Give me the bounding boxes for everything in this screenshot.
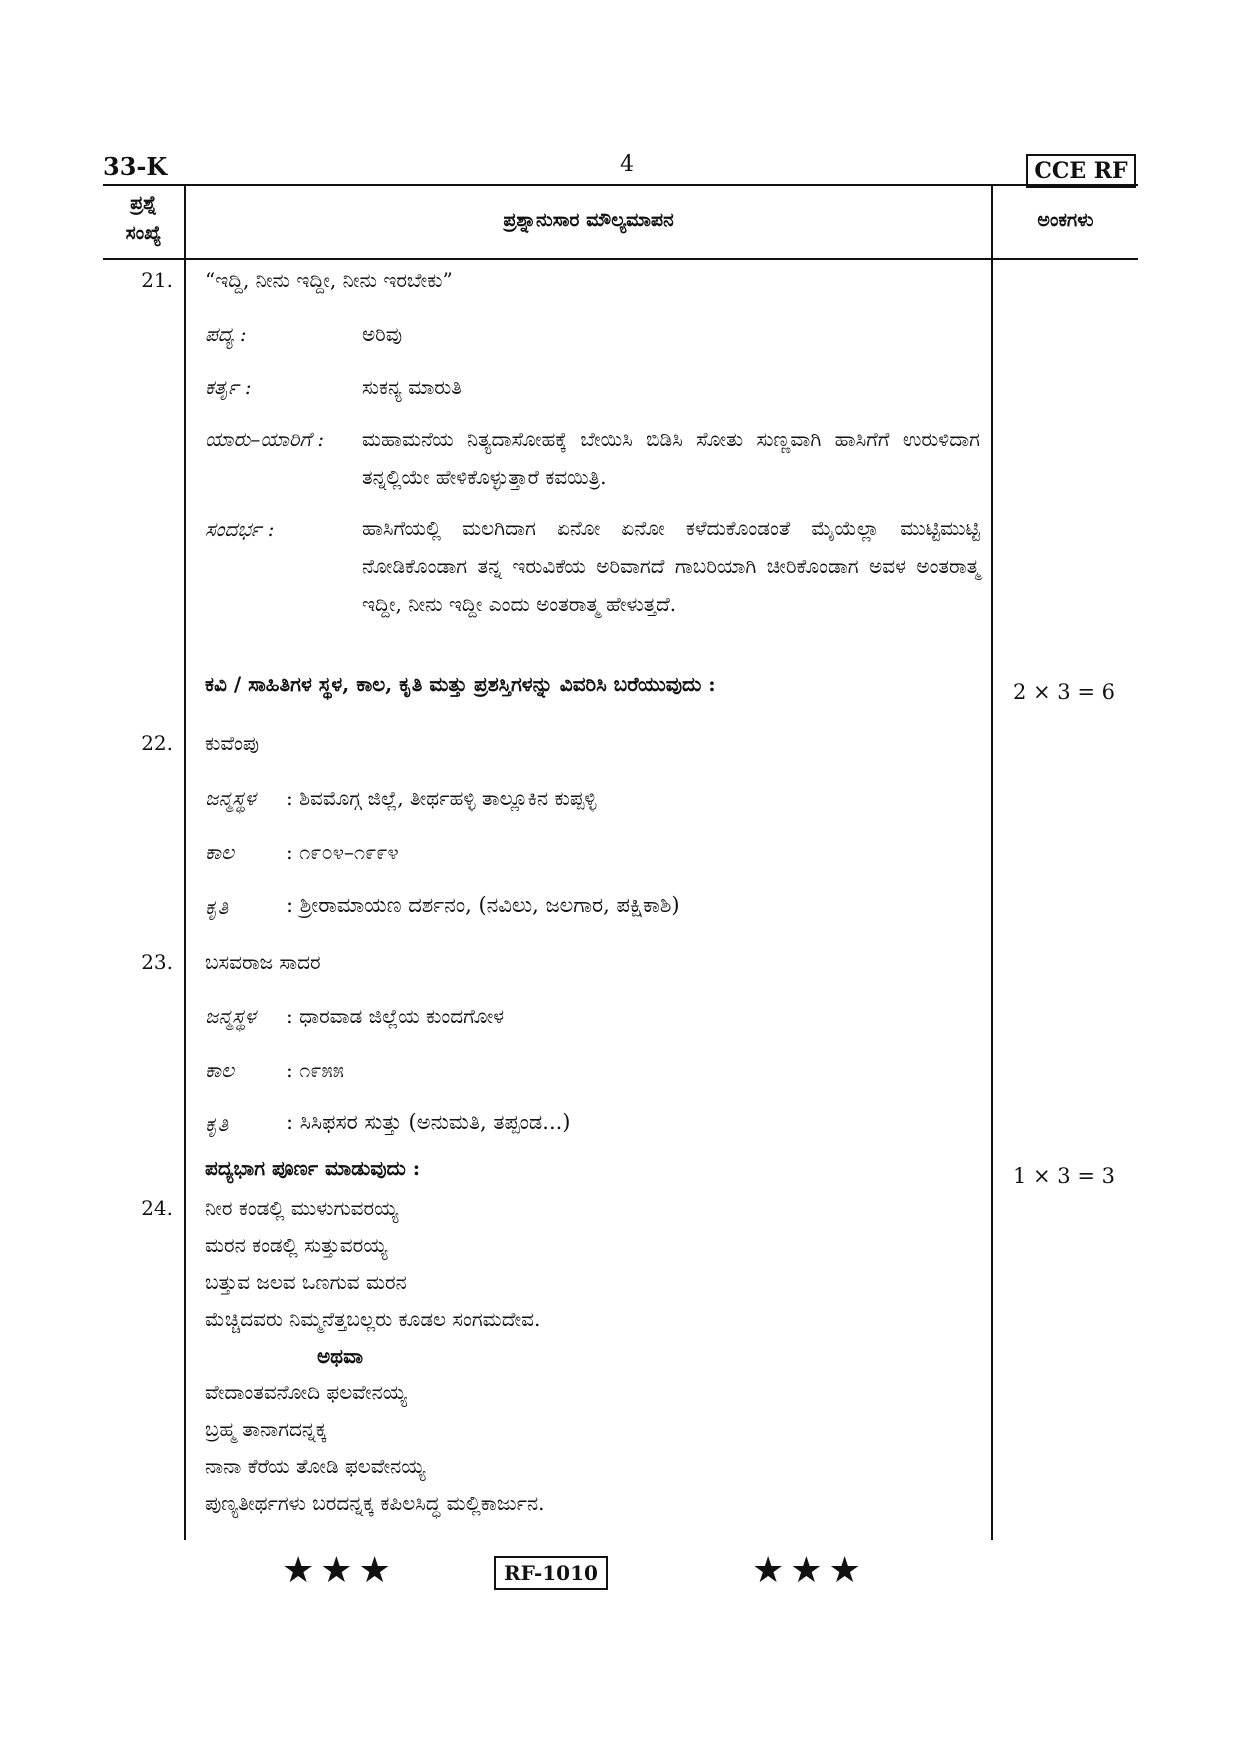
q24-line-b1: ವೇದಾಂತವನೋದಿ ಫಲವೇನಯ್ಯ bbox=[205, 1380, 407, 1404]
q21-who-label: ಯಾರು–ಯಾರಿಗೆ : bbox=[205, 427, 325, 451]
q24-line-a4: ಮೆಚ್ಚಿದವರು ನಿಮ್ಮನೆತ್ತಬಲ್ಲರು ಕೂಡಲ ಸಂಗಮದೇವ. bbox=[205, 1307, 541, 1331]
page-number: 4 bbox=[620, 152, 634, 177]
q23-period-label: ಕಾಲ bbox=[205, 1058, 235, 1082]
section-complete-heading: ಪದ್ಯಭಾಗ ಪೂರ್ಣ ಮಾಡುವುದು : bbox=[205, 1156, 421, 1180]
col-evaluation-header: ಪ್ರಶ್ನಾನುಸಾರ ಮೌಲ್ಯಮಾಪನ bbox=[503, 209, 674, 231]
cce-rf-badge: CCE RF bbox=[1026, 154, 1136, 188]
col-question-number-line2: ಸಂಖ್ಯೆ bbox=[125, 222, 162, 244]
q24-or-label: ಅಥವಾ bbox=[317, 1344, 363, 1368]
q23-work-label: ಕೃತಿ bbox=[205, 1112, 229, 1136]
question-21-number: 21. bbox=[141, 268, 173, 292]
q24-line-a3: ಬತ್ತುವ ಜಲವ ಒಣಗುವ ಮರನ bbox=[205, 1270, 407, 1294]
footer-stars-right: ★★★ bbox=[752, 1550, 867, 1591]
q24-line-b3: ನಾನಾ ಕೆರೆಯ ತೋಡಿ ಫಲವೇನಯ್ಯ bbox=[205, 1454, 426, 1478]
q21-author-value: ಸುಕನ್ಯ ಮಾರುತಿ bbox=[362, 375, 462, 399]
q23-work-value: : ಸಿಸಿಫಸರ ಸುತ್ತು (ಅನುಮತಿ, ತಪ್ಪಂಡ...) bbox=[286, 1110, 571, 1134]
q24-line-b4: ಪುಣ್ಯತೀರ್ಥಗಳು ಬರದನ್ನಕ್ಕ ಕಪಿಲಸಿದ್ಧ ಮಲ್ಲಿಕಾರ್ಜುನ. bbox=[205, 1491, 545, 1515]
q23-period-value: : ೧೯೫೫ bbox=[286, 1058, 344, 1082]
q23-poet-name: ಬಸವರಾಜ ಸಾದರ bbox=[205, 950, 321, 974]
q21-context-value: ಹಾಸಿಗೆಯಲ್ಲಿ ಮಲಗಿದಾಗ ಏನೋ ಏನೋ ಕಳೆದುಕೊಂಡಂತೆ ಮೈಯೆಲ್ಲಾ ಮುಟ್ಟಿಮುಟ್ಟಿ ನೋಡಿಕೊಂಡಾಗ ತನ್ನ ಇರುವಿಕೆಯ ಅರಿವಾಗದೆ ಗಾಬರಿಯಾಗಿ ಚೀರಿಕೊಂಡಾಗ ಅವಳ ಅಂತರಾತ್ಮ ಇದ್ದೀ, ನೀನು ಇದ್ದೀ ಎಂದು ಅಂತರಾತ್ಮ ಹೇಳುತ್ತದೆ. bbox=[362, 516, 980, 616]
question-23-number: 23. bbox=[141, 950, 173, 974]
table-top-rule bbox=[103, 184, 1138, 186]
q21-author-label: ಕರ್ತೃ : bbox=[205, 375, 252, 399]
q22-period-label: ಕಾಲ bbox=[205, 840, 235, 864]
section-complete-marks: 1 × 3 = 3 bbox=[1013, 1164, 1115, 1188]
footer-code-badge: RF-1010 bbox=[494, 1556, 608, 1590]
footer-stars-left: ★★★ bbox=[282, 1550, 397, 1591]
q22-work-label: ಕೃತಿ bbox=[205, 895, 229, 919]
col-question-number-header bbox=[103, 188, 184, 248]
col-question-number-line1: ಪ್ರಶ್ನೆ bbox=[130, 192, 157, 214]
section-poets-heading: ಕವಿ / ಸಾಹಿತಿಗಳ ಸ್ಥಳ, ಕಾಲ, ಕೃತಿ ಮತ್ತು ಪ್ರಶಸ್ತಿಗಳನ್ನು ವಿವರಿಸಿ ಬರೆಯುವುದು : bbox=[205, 672, 716, 696]
q22-birthplace-value: : ಶಿವಮೊಗ್ಗ ಜಿಲ್ಲೆ, ತೀರ್ಥಹಳ್ಳಿ ತಾಲ್ಲೂಕಿನ ಕುಪ್ಪಳ್ಳಿ bbox=[286, 786, 597, 810]
col-marks-header: ಅಂಕಗಳು bbox=[1037, 209, 1094, 231]
q24-line-b2: ಬ್ರಹ್ಮ ತಾನಾಗದನ್ನಕ್ಕ bbox=[205, 1417, 327, 1441]
q23-birthplace-value: : ಧಾರವಾಡ ಜಿಲ್ಲೆಯ ಕುಂದಗೋಳ bbox=[286, 1004, 505, 1028]
q21-poem-value: ಅರಿವು bbox=[362, 322, 403, 346]
q21-context-label: ಸಂದರ್ಭ : bbox=[205, 517, 275, 541]
q22-work-value: : ಶ್ರೀರಾಮಾಯಣ ದರ್ಶನಂ, (ನವಿಲು, ಜಲಗಾರ, ಪಕ್ಷಿಕಾಶಿ) bbox=[286, 893, 680, 917]
table-right-divider bbox=[991, 184, 993, 1540]
q24-line-a2: ಮರನ ಕಂಡಲ್ಲಿ ಸುತ್ತುವರಯ್ಯ bbox=[205, 1233, 388, 1257]
table-header-rule bbox=[103, 258, 1138, 260]
q22-period-value: : ೧೯೦೪–೧೯೯೪ bbox=[286, 840, 399, 864]
q21-who-value: ಮಹಾಮನೆಯ ನಿತ್ಯದಾಸೋಹಕ್ಕೆ ಬೇಯಿಸಿ ಬಿಡಿಸಿ ಸೋತು ಸುಣ್ಣವಾಗಿ ಹಾಸಿಗೆಗೆ ಉರುಳಿದಾಗ ತನ್ನಲ್ಲಿಯೇ ಹೇಳಿಕೊಳ್ಳುತ್ತಾರೆ ಕವಯಿತ್ರಿ. bbox=[362, 427, 980, 489]
q24-line-a1: ನೀರ ಕಂಡಲ್ಲಿ ಮುಳುಗುವರಯ್ಯ bbox=[205, 1196, 399, 1220]
q21-poem-label: ಪದ್ಯ : bbox=[205, 322, 247, 346]
section-poets-marks: 2 × 3 = 6 bbox=[1013, 680, 1115, 704]
q22-poet-name: ಕುವೆಂಪು bbox=[205, 731, 260, 755]
q21-quote: “ಇದ್ದಿ, ನೀನು ಇದ್ದೀ, ನೀನು ಇರಬೇಕು” bbox=[205, 268, 453, 292]
q22-birthplace-label: ಜನ್ಮಸ್ಥಳ bbox=[205, 786, 256, 810]
question-24-number: 24. bbox=[141, 1196, 173, 1220]
question-22-number: 22. bbox=[141, 731, 173, 755]
paper-code: 33-K bbox=[103, 152, 168, 181]
q23-birthplace-label: ಜನ್ಮಸ್ಥಳ bbox=[205, 1004, 256, 1028]
table-left-divider bbox=[184, 184, 186, 1540]
